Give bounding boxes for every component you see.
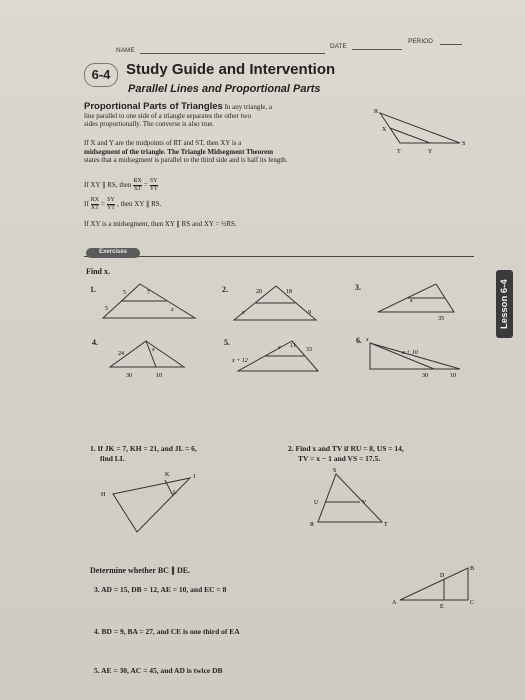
frac-den: XT xyxy=(90,205,99,211)
ex1-label: 7 xyxy=(147,290,150,296)
exercise-number: 3. xyxy=(355,283,361,292)
ex6-label: x + 10 xyxy=(402,350,418,356)
name-line[interactable] xyxy=(140,53,325,54)
label-T: T xyxy=(384,522,388,528)
lesson-side-tab: Lesson 6-4 xyxy=(496,270,513,338)
ex6-label: 30 xyxy=(422,373,428,379)
label-C: C xyxy=(470,600,475,606)
ex2-label: 18 xyxy=(286,289,292,295)
intro-line-1: In any triangle, a xyxy=(224,103,273,111)
ex5-label: 33 xyxy=(306,347,312,353)
ex4-label: 24 xyxy=(118,351,124,357)
date-label: DATE xyxy=(330,43,347,50)
problem-1-text xyxy=(90,444,197,463)
ex2-label: x xyxy=(242,310,245,316)
midseg-line-1: If X and Y are the midpoints of RT and ST, then XY is a xyxy=(84,139,242,147)
question-5: 5. AE = 30, AC = 45, and AD is twice DB xyxy=(94,666,223,675)
page-subtitle: Parallel Lines and Proportional Parts xyxy=(128,83,321,95)
rule-1-text: If XY ∥ RS, then xyxy=(84,181,132,190)
ex2-label: 9 xyxy=(308,310,311,316)
ex3-label: 35 xyxy=(438,316,444,322)
ex2-label: 20 xyxy=(256,289,262,295)
exercise-number: 4. xyxy=(92,338,98,347)
label-H: H xyxy=(101,492,106,498)
ex6-label: 10 xyxy=(450,373,456,379)
ex4-label: 30 xyxy=(126,373,132,379)
frac-num: RX xyxy=(133,178,142,184)
date-line[interactable] xyxy=(352,49,402,50)
rule-1: If XY ∥ RS, then $\frac{RX}{XT}$ = $\frac{SY}{YT}$ xyxy=(84,178,158,192)
exercise-2-figure xyxy=(228,282,328,327)
name-label: NAME xyxy=(116,47,135,54)
ex4-label: 10 xyxy=(156,373,162,379)
midsegment-text xyxy=(84,139,414,165)
label-A: A xyxy=(392,600,397,606)
problem-2-figure xyxy=(300,464,395,534)
find-x-instruction: Find x. xyxy=(86,267,111,276)
intro-line-3: sides proportionally. The converse is also true. xyxy=(84,120,215,129)
label-Y: Y xyxy=(428,149,433,155)
reference-triangle-figure xyxy=(370,105,470,160)
ex1-label: x xyxy=(171,307,174,313)
determine-heading: Determine whether BC ∥ DE. xyxy=(90,566,191,575)
ex5-label: x xyxy=(278,345,281,351)
label-L: L xyxy=(173,490,177,496)
section-intro xyxy=(84,103,374,129)
exercises-badge: Exercises xyxy=(86,248,140,258)
question-3: 3. AD = 15, DB = 12, AE = 10, and EC = 8 xyxy=(94,585,227,594)
question-4: 4. BD = 9, BA = 27, and CE is one third of EA xyxy=(94,627,240,636)
exercise-4-figure xyxy=(100,335,195,385)
rule-2: If $\frac{RX}{XT}$ = $\frac{SY}{YT}$ , then XY ∥ RS. xyxy=(84,197,162,211)
exercise-5-figure xyxy=(228,335,328,385)
intro-line-2: line parallel to one side of a triangle separates the other two xyxy=(84,111,251,120)
problem-1-line-2: find LI. xyxy=(100,453,125,463)
ex1-label: 5 xyxy=(105,306,108,312)
label-R: R xyxy=(310,522,315,528)
abc-triangle-figure xyxy=(390,560,475,610)
exercise-6-figure xyxy=(362,335,467,380)
period-line[interactable] xyxy=(440,44,462,45)
exercise-number: 6. xyxy=(356,336,362,345)
ex4-label: x xyxy=(152,347,155,353)
frac-den: XT xyxy=(133,186,142,192)
midseg-line-3: states that a midsegment is parallel to the third side and is half its length. xyxy=(84,156,288,165)
label-U: U xyxy=(314,500,319,506)
midseg-line-2: midsegment of the triangle. The Triangle Midsegment Theorem xyxy=(84,147,274,156)
frac-den: YT xyxy=(106,205,115,211)
exercise-number: 1. xyxy=(90,285,96,294)
problem-1-figure xyxy=(95,470,225,540)
ex6-label: x xyxy=(366,337,369,343)
period-label: PERIOD xyxy=(408,38,433,45)
exercise-3-figure xyxy=(370,280,460,330)
label-J: J xyxy=(193,474,196,480)
exercise-number: 5. xyxy=(224,338,230,347)
rule-2-then: , then XY ∥ RS. xyxy=(116,200,162,209)
problem-2-line-2: TV = x − 1 and VS = 17.5. xyxy=(298,453,381,463)
label-T: T xyxy=(397,149,401,155)
ex5-label: 11 xyxy=(290,343,296,349)
frac-num: SY xyxy=(149,178,158,184)
frac-num: SY xyxy=(107,197,115,203)
label-S: S xyxy=(462,141,466,147)
label-K: K xyxy=(165,472,170,478)
ex5-label: x + 12 xyxy=(232,358,248,364)
label-R: R xyxy=(374,109,379,115)
label-E: E xyxy=(440,604,444,610)
exercise-number: 2. xyxy=(222,285,228,294)
rule-2-if: If xyxy=(84,200,89,209)
label-V: V xyxy=(362,500,367,506)
label-B: B xyxy=(470,566,475,572)
ex3-label: x xyxy=(410,298,413,304)
problem-2-text xyxy=(288,444,404,463)
exercises-divider xyxy=(84,256,474,257)
label-S: S xyxy=(333,468,337,474)
rule-3: If XY is a midsegment, then XY ∥ RS and XY = ½RS. xyxy=(84,220,237,228)
ex1-label: 5 xyxy=(123,290,126,296)
lesson-number: 6-4 xyxy=(84,63,118,87)
exercise-1-figure xyxy=(95,280,205,325)
label-D: D xyxy=(440,573,445,579)
page-title: Study Guide and Intervention xyxy=(126,61,336,78)
frac-den: YT xyxy=(149,186,158,192)
problem-1-line-1: 1. If JK = 7, KH = 21, and JL = 6, xyxy=(90,444,197,453)
problem-2-line-1: 2. Find x and TV if RU = 8, US = 14, xyxy=(288,444,404,453)
frac-num: RX xyxy=(90,197,100,203)
label-X: X xyxy=(382,127,387,133)
section-heading: Proportional Parts of Triangles xyxy=(84,101,223,112)
